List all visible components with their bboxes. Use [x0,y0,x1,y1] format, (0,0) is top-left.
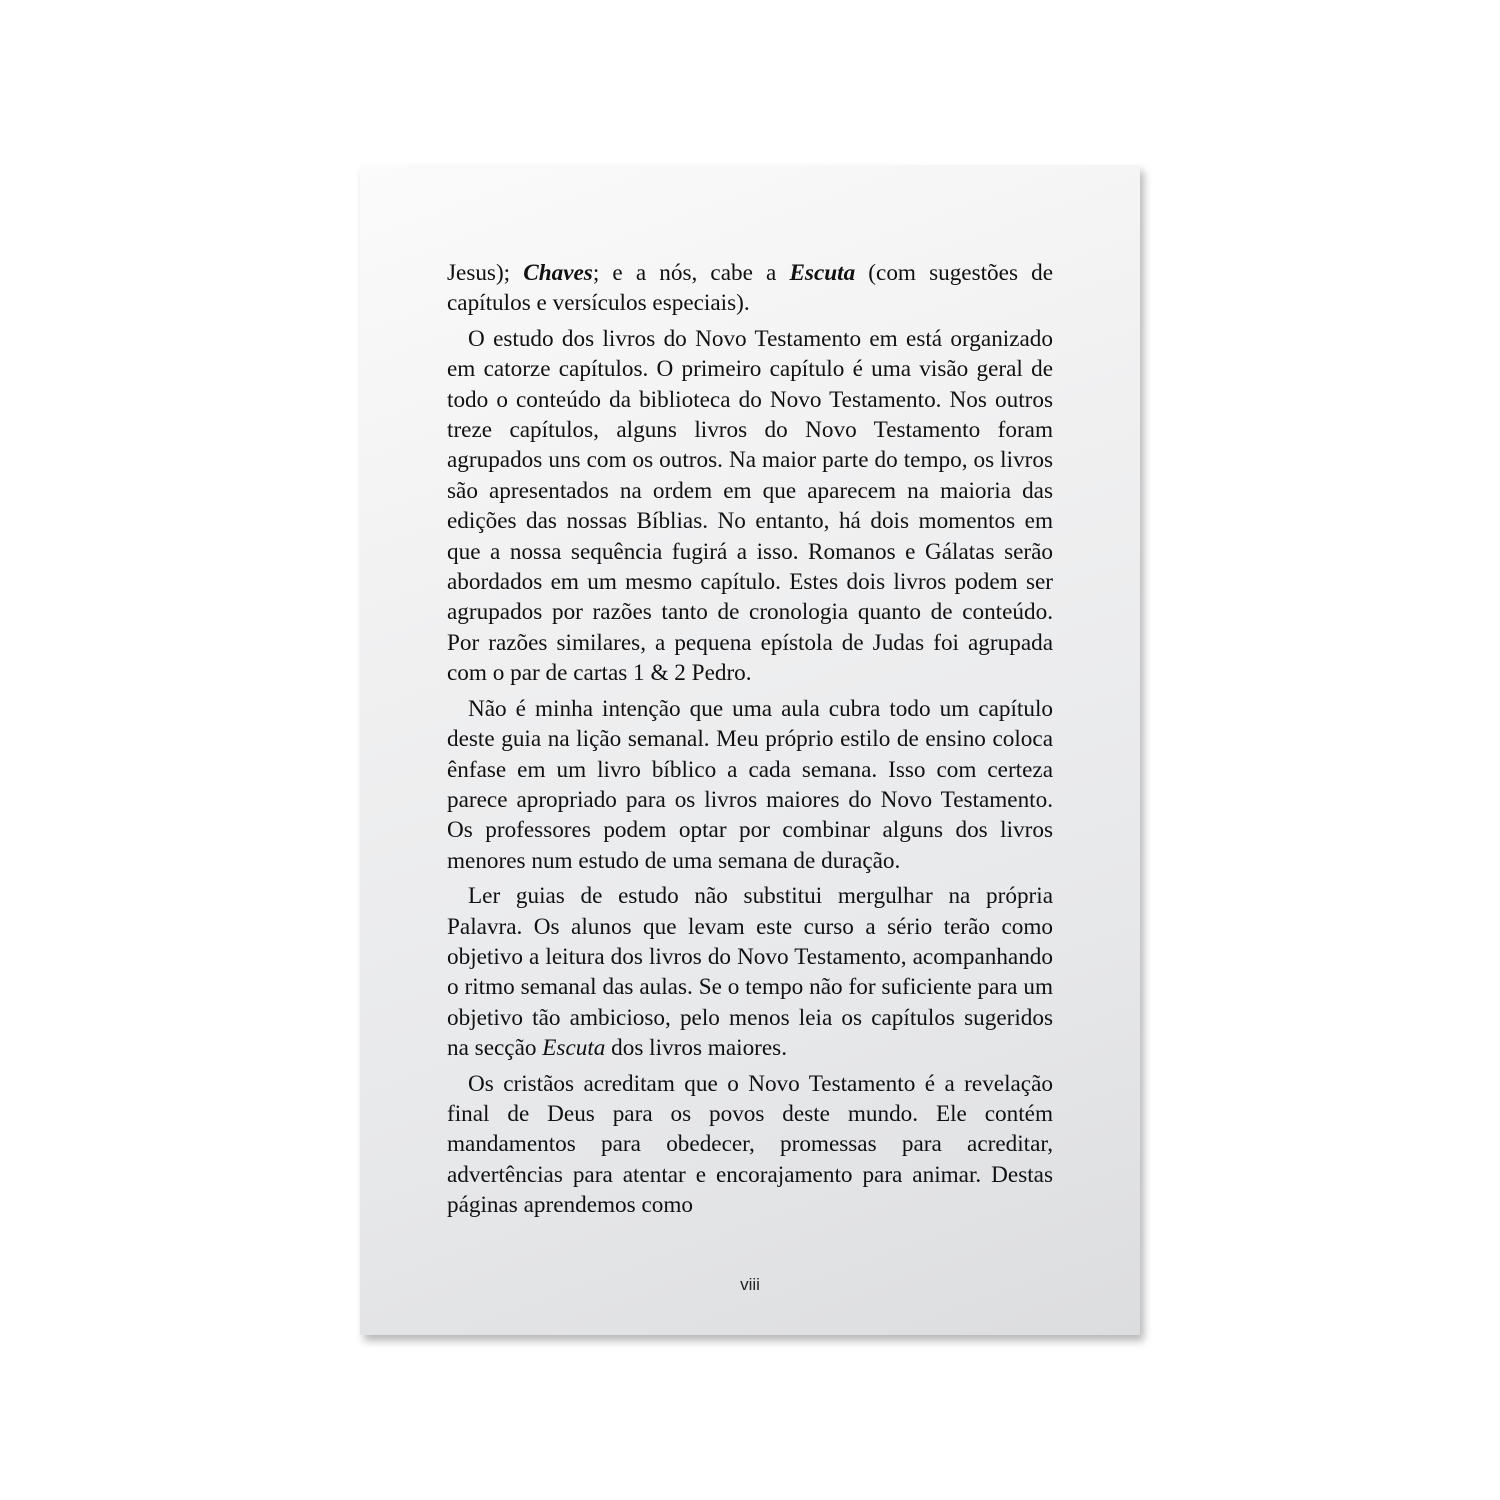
paragraph-5: Os cristãos acreditam que o Novo Testamento é a revelação final de Deus para os povos deste mundo. Ele contém mandamentos para obedecer, promessas para acreditar, advertências para atentar e encorajamento para animar. Destas páginas aprendemos como [447,1070,1053,1219]
emphasis-escuta: Escuta [542,1035,606,1062]
text-run: dos livros maiores. [605,1035,787,1062]
paragraph-3: Não é minha intenção que uma aula cubra todo um capítulo deste guia na lição semanal. Meu próprio estilo de ensino coloca ênfase em um livro bíblico a cada semana. Isso com certeza parece apropriado para os livros maiores do Novo Testamento. Os professores podem optar por combinar alguns dos livros menores num estudo de uma semana de duração. [447,695,1053,874]
text-run: ; e a nós, cabe a [592,260,790,286]
paragraph-2: O estudo dos livros do Novo Testamento em está organizado em catorze capítulos. O primeiro capítulo é uma visão geral de todo o conteúdo da biblioteca do Novo Testamento. Nos outros treze capítulos, alguns livros do Novo Testamento foram agrupados uns com os outros. Na maior parte do tempo, os livros são apresentados na ordem em que aparecem na maioria das edições das nossas Bíblias. No entanto, há dois momentos em que a nossa sequência fugirá a isso. Romanos e Gálatas serão abordados em um mesmo capítulo. Estes dois livros podem ser agrupados por razões tanto de cronologia quanto de conteúdo. Por razões similares, a pequena epístola de Judas foi agrupada com o par de cartas 1 & 2 Pedro. [447,325,1053,687]
paragraph-4 [447,881,1053,1063]
book-page [360,165,1140,1335]
body-text [447,258,1053,1226]
text-run: Jesus); [447,260,524,286]
page-number: viii [740,1275,760,1294]
emphasis-escuta: Escuta [789,260,856,286]
text-run: Ler guias de estudo não substitui mergulhar na própria Palavra. Os alunos que levam este curso a sério terão como objetivo a leitura dos livros do Novo Testamento, acompanhando o ritmo semanal das aulas. Se o tempo não for suficiente para um objetivo tão ambicioso, pelo menos leia os capítulos sugeridos na secção [447,883,1053,1062]
emphasis-chaves: Chaves [523,260,593,286]
paragraph-1 [447,258,1053,319]
text-run: (com sugestões de capítulos e versículos especiais). [447,260,1053,317]
